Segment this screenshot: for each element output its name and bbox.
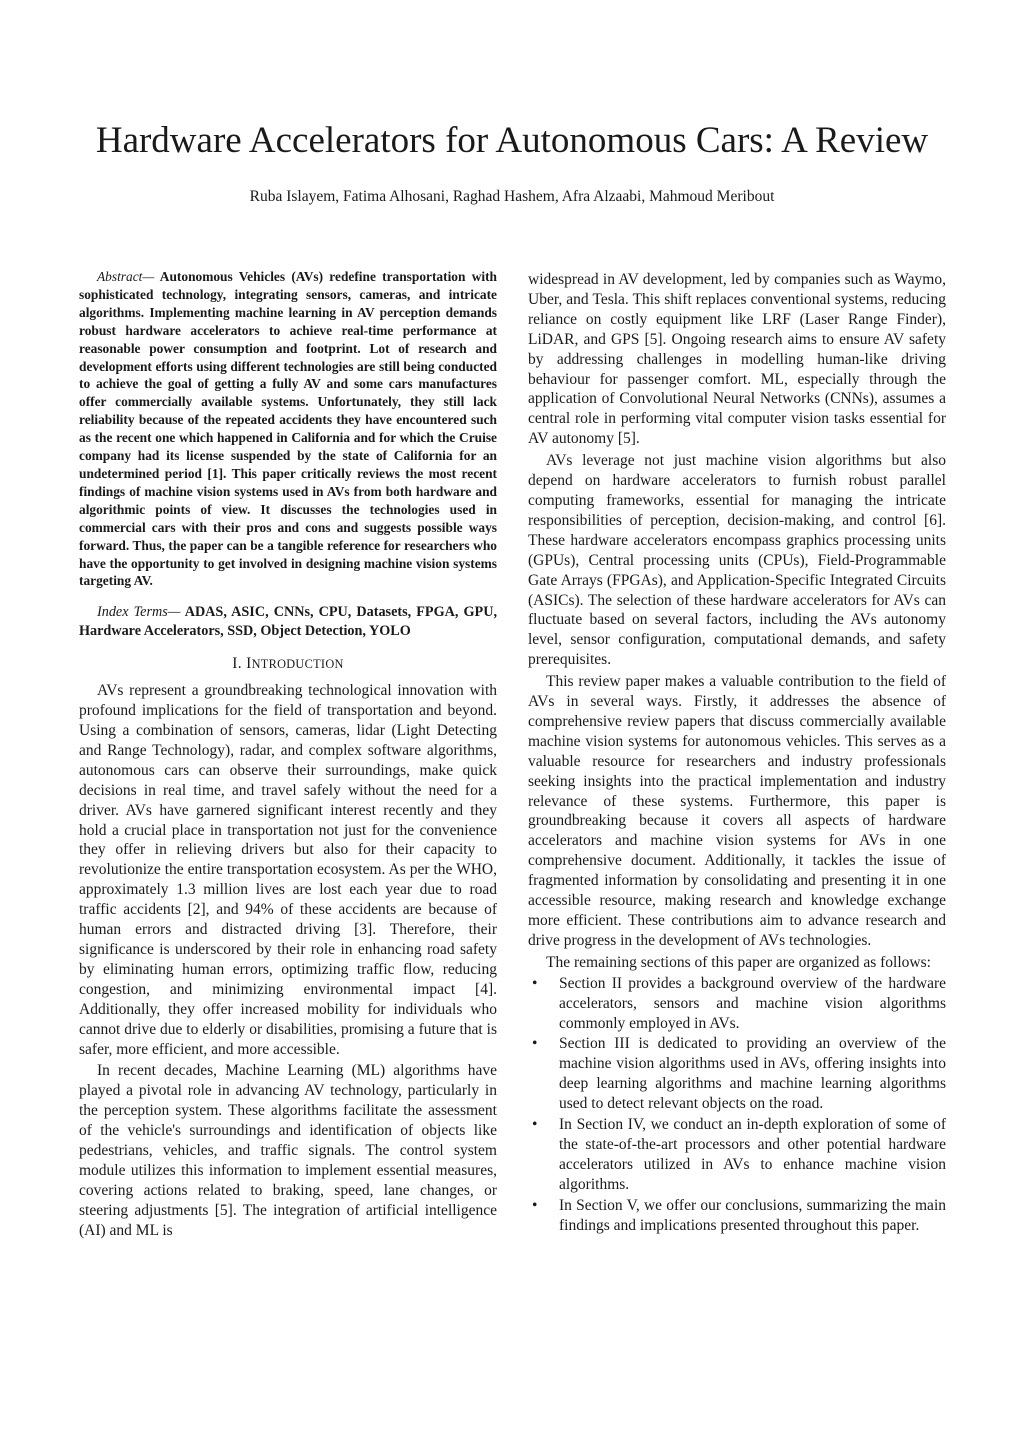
bullet-icon: • xyxy=(532,974,538,992)
abstract-label: Abstract— xyxy=(97,269,155,284)
list-item xyxy=(528,1115,946,1195)
left-column xyxy=(79,268,497,1241)
author-list: Ruba Islayem, Fatima Alhosani, Raghad Hashem, Afra Alzaabi, Mahmoud Meribout xyxy=(249,188,775,205)
index-terms xyxy=(79,603,497,640)
intro-paragraph-2: In recent decades, Machine Learning (ML) algorithms have played a pivotal role in advancing AV technology, particularly in the perception system. These algorithms facilitate the assessment of the vehicle's surroundings and identification of objects like pedestrians, vehicles, and traffic signals. The control system module utilizes this information to implement essential measures, covering actions related to braking, speed, lane changes, or steering adjustments [5]. The integration of artificial intelligence (AI) and ML is xyxy=(79,1062,497,1239)
list-item-text: Section II provides a background overview of the hardware accelerators, sensors and machine vision algorithms commonly employed in AVs. xyxy=(559,974,946,1032)
intro-paragraph-5: The remaining sections of this paper are organized as follows: xyxy=(546,953,931,971)
bullet-icon: • xyxy=(532,1035,538,1053)
list-item xyxy=(528,1196,946,1236)
section-title-rest: NTRODUCTION xyxy=(251,657,344,672)
list-item xyxy=(528,974,946,1034)
right-column xyxy=(528,270,946,1236)
list-item xyxy=(528,1034,946,1114)
list-item-text: In Section V, we offer our conclusions, summarizing the main findings and implications presented throughout this paper. xyxy=(559,1196,946,1234)
section-initial: I xyxy=(246,655,252,673)
index-terms-text: ADAS, ASIC, CNNs, CPU, Datasets, FPGA, GPU, Hardware Accelerators, SSD, Object Detection, YOLO xyxy=(79,604,497,639)
section-number: I. xyxy=(232,655,247,673)
intro-paragraph-3: AVs leverage not just machine vision algorithms but also depend on hardware accelerators to furnish robust parallel computing frameworks, essential for managing the intricate responsibilities of perception, decision-making, and control [6]. These hardware accelerators encompass graphics processing units (GPUs), Central processing units (CPUs), Field-Programmable Gate Arrays (FPGAs), and Application-Specific Integrated Circuits (ASICs). The selection of these hardware accelerators for AVs can fluctuate based on several factors, including the AVs autonomy level, sensor configuration, computational demands, and safety prerequisites. xyxy=(528,452,946,669)
bullet-icon: • xyxy=(532,1116,538,1134)
section-heading-introduction xyxy=(79,654,497,675)
section-outline-list xyxy=(528,974,946,1236)
intro-paragraph-1: AVs represent a groundbreaking technological innovation with profound implications for the field of transportation and beyond. Using a combination of sensors, cameras, lidar (Light Detecting and Range Technology), radar, and complex software algorithms, autonomous cars can observe their surroundings, make quick decisions in real time, and travel safely without the need for a driver. AVs have garnered significant interest recently and they hold a crucial place in transportation not just for the convenience they offer in relieving drivers but also for their capacity to revolutionize the entire transportation ecosystem. As per the WHO, approximately 1.3 million lives are lost each year due to road traffic accidents [2], and 94% of these accidents are because of human errors and distracted driving [3]. Therefore, their significance is underscored by their role in enhancing road safety by eliminating human errors, optimizing traffic flow, reducing congestion, and minimizing environmental impact [4]. Additionally, they offer increased mobility for individuals who cannot drive due to elderly or disabilities, promising a future that is safer, more efficient, and more accessible. xyxy=(79,682,497,1058)
abstract-text: Autonomous Vehicles (AVs) redefine transportation with sophisticated technology, integrating sensors, cameras, and intricate algorithms. Implementing machine learning in AV perception demands robust hardware accelerators to achieve real-time performance at reasonable power consumption and footprint. Lot of research and development efforts using different technologies are still being conducted to achieve the goal of getting a fully AV and some cars manufactures offer commercially available systems. Unfortunately, they still lack reliability because of the repeated accidents they have encountered such as the recent one which happened in California and for which the Cruise company had its license suspended by the state of California for an undetermined period [1]. This paper critically reviews the most recent findings of machine vision systems used in AVs from both hardware and algorithmic points of view. It discusses the technologies used in commercial cars with their pros and cons and suggests possible ways forward. Thus, the paper can be a tangible reference for researchers who have the opportunity to get involved in designing machine vision systems targeting AV. xyxy=(79,269,497,589)
bullet-icon: • xyxy=(532,1196,538,1214)
intro-paragraph-2-continued: widespread in AV development, led by companies such as Waymo, Uber, and Tesla. This shift replaces conventional systems, reducing reliance on costly equipment like LRF (Laser Range Finder), LiDAR, and GPS [5]. Ongoing research aims to ensure AV safety by addressing challenges in modelling human-like driving behaviour for passenger comfort. ML, especially through the application of Convolutional Neural Networks (CNNs), assumes a central role in performing vital computer vision tasks essential for AV autonomy [5]. xyxy=(528,271,946,448)
intro-paragraph-4: This review paper makes a valuable contribution to the field of AVs in several ways. Firstly, it addresses the absence of comprehensive review papers that discuss commercially available machine vision systems for autonomous vehicles. This serves as a valuable resource for researchers and industry professionals seeking insights into the practical implementation and industry relevance of these systems. Furthermore, this paper is groundbreaking because it covers all aspects of hardware accelerators and machine vision systems for AVs in one comprehensive document. Additionally, it tackles the issue of fragmented information by consolidating and presenting it in one accessible resource, making research and knowledge exchange more efficient. These contributions aim to advance research and drive progress in the development of AVs technologies. xyxy=(528,673,946,949)
list-item-text: Section III is dedicated to providing an overview of the machine vision algorithms used in AVs, offering insights into deep learning algorithms and machine learning algorithms used to detect relevant objects on the road. xyxy=(559,1035,946,1113)
list-item-text: In Section IV, we conduct an in-depth exploration of some of the state-of-the-art processors and other potential hardware accelerators utilized in AVs to enhance machine vision algorithms. xyxy=(559,1116,946,1193)
index-terms-label: Index Terms— xyxy=(97,604,181,621)
paper-title: Hardware Accelerators for Autonomous Cars: A Review xyxy=(95,120,929,161)
abstract xyxy=(79,268,497,590)
